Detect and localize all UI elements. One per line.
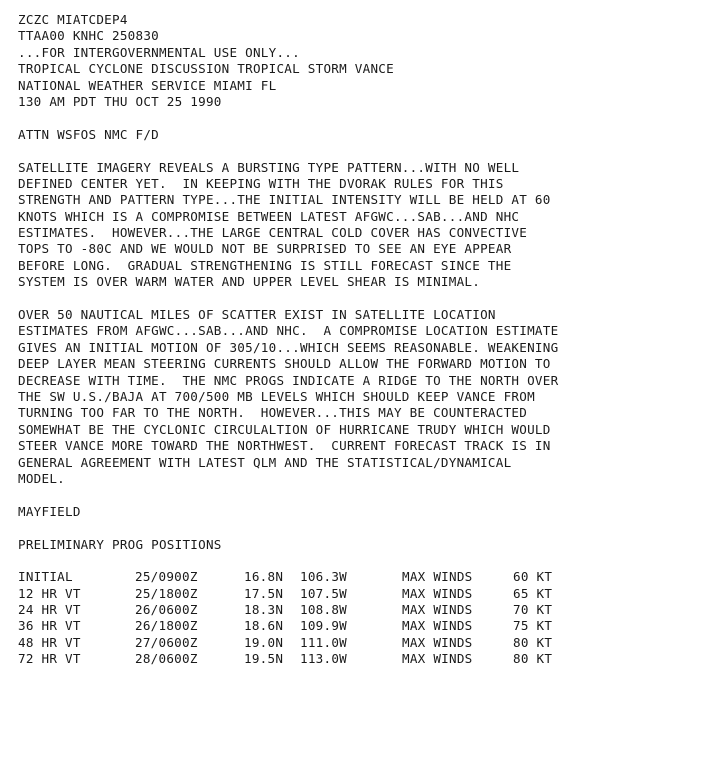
prog-longitude: 107.5W: [300, 585, 347, 601]
prog-wind-speed: 70 KT: [513, 602, 553, 618]
paragraph-line: THE SW U.S./BAJA AT 700/500 MB LEVELS WHICH SHOULD KEEP VANCE FROM: [18, 388, 535, 404]
prog-row: [18, 651, 718, 667]
prog-max-winds-label: MAX WINDS: [402, 602, 473, 618]
discussion-paragraph-2: [18, 307, 718, 487]
paragraph-line: GENERAL AGREEMENT WITH LATEST QLM AND THE STATISTICAL/DYNAMICAL: [18, 454, 512, 470]
prog-time: 28/0600Z: [135, 651, 198, 667]
paragraph-line: SATELLITE IMAGERY REVEALS A BURSTING TYPE PATTERN...WITH NO WELL: [18, 159, 520, 175]
header-line: ...FOR INTERGOVERNMENTAL USE ONLY...: [18, 44, 300, 60]
prog-max-winds-label: MAX WINDS: [402, 569, 473, 585]
paragraph-line: STEER VANCE MORE TOWARD THE NORTHWEST. CURRENT FORECAST TRACK IS IN: [18, 438, 551, 454]
header-line: ZCZC MIATCDEP4: [18, 12, 128, 27]
prog-positions-table: [18, 569, 718, 667]
prog-time: 25/1800Z: [135, 585, 198, 601]
prog-wind-speed: 75 KT: [513, 618, 553, 634]
prog-latitude: 17.5N: [244, 585, 284, 601]
prog-period: 12 HR VT: [18, 585, 81, 601]
paragraph-line: TOPS TO -80C AND WE WOULD NOT BE SURPRISED TO SEE AN EYE APPEAR: [18, 241, 512, 257]
prog-longitude: 106.3W: [300, 569, 347, 585]
prog-max-winds-label: MAX WINDS: [402, 651, 473, 667]
header-line: TROPICAL CYCLONE DISCUSSION TROPICAL STORM VANCE: [18, 61, 394, 77]
paragraph-line: MODEL.: [18, 470, 65, 486]
blank-line: [18, 553, 718, 569]
paragraph-line: SYSTEM IS OVER WARM WATER AND UPPER LEVEL SHEAR IS MINIMAL.: [18, 274, 481, 290]
discussion-paragraph-1: [18, 160, 718, 291]
prog-latitude: 19.5N: [244, 651, 284, 667]
prog-max-winds-label: MAX WINDS: [402, 618, 473, 634]
prog-time: 27/0600Z: [135, 634, 198, 650]
prog-row: [18, 602, 718, 618]
prog-longitude: 113.0W: [300, 651, 347, 667]
prog-row: [18, 635, 718, 651]
blank-line: [18, 487, 718, 503]
prog-longitude: 111.0W: [300, 634, 347, 650]
prog-max-winds-label: MAX WINDS: [402, 585, 473, 601]
prog-max-winds-label: MAX WINDS: [402, 634, 473, 650]
prog-time: 26/1800Z: [135, 618, 198, 634]
blank-line: [18, 291, 718, 307]
paragraph-line: DEFINED CENTER YET. IN KEEPING WITH THE DVORAK RULES FOR THIS: [18, 175, 504, 191]
paragraph-line: ESTIMATES FROM AFGWC...SAB...AND NHC. A COMPROMISE LOCATION ESTIMATE: [18, 323, 559, 339]
blank-line: [18, 520, 718, 536]
prog-latitude: 16.8N: [244, 569, 284, 585]
header-line: TTAA00 KNHC 250830: [18, 28, 159, 44]
prog-wind-speed: 80 KT: [513, 634, 553, 650]
prog-latitude: 19.0N: [244, 634, 284, 650]
attn-line: ATTN WSFOS NMC F/D: [18, 126, 159, 142]
paragraph-line: ESTIMATES. HOWEVER...THE LARGE CENTRAL COLD COVER HAS CONVECTIVE: [18, 225, 528, 241]
prog-wind-speed: 65 KT: [513, 585, 553, 601]
prog-row: [18, 586, 718, 602]
prog-longitude: 109.9W: [300, 618, 347, 634]
prog-period: 36 HR VT: [18, 618, 81, 634]
paragraph-line: GIVES AN INITIAL MOTION OF 305/10...WHICH SEEMS REASONABLE. WEAKENING: [18, 339, 559, 355]
bulletin-header: [18, 12, 718, 110]
blank-line: [18, 143, 718, 159]
prog-latitude: 18.6N: [244, 618, 284, 634]
prog-wind-speed: 80 KT: [513, 651, 553, 667]
prog-time: 25/0900Z: [135, 569, 198, 585]
document-page: [18, 12, 718, 668]
prog-period: INITIAL: [18, 569, 73, 585]
prog-time: 26/0600Z: [135, 602, 198, 618]
header-line: 130 AM PDT THU OCT 25 1990: [18, 93, 222, 109]
paragraph-line: STRENGTH AND PATTERN TYPE...THE INITIAL INTENSITY WILL BE HELD AT 60: [18, 192, 551, 208]
prog-period: 48 HR VT: [18, 634, 81, 650]
paragraph-line: SOMEWHAT BE THE CYCLONIC CIRCULALTION OF HURRICANE TRUDY WHICH WOULD: [18, 421, 551, 437]
header-line: NATIONAL WEATHER SERVICE MIAMI FL: [18, 77, 277, 93]
blank-line: [18, 110, 718, 126]
prog-period: 24 HR VT: [18, 602, 81, 618]
forecaster-signature: MAYFIELD: [18, 503, 81, 519]
prog-period: 72 HR VT: [18, 651, 81, 667]
paragraph-line: DECREASE WITH TIME. THE NMC PROGS INDICATE A RIDGE TO THE NORTH OVER: [18, 372, 559, 388]
paragraph-line: OVER 50 NAUTICAL MILES OF SCATTER EXIST IN SATELLITE LOCATION: [18, 307, 496, 323]
paragraph-line: KNOTS WHICH IS A COMPROMISE BETWEEN LATEST AFGWC...SAB...AND NHC: [18, 208, 520, 224]
paragraph-line: BEFORE LONG. GRADUAL STRENGTHENING IS STILL FORECAST SINCE THE: [18, 257, 512, 273]
prog-row: [18, 569, 718, 585]
paragraph-line: DEEP LAYER MEAN STEERING CURRENTS SHOULD ALLOW THE FORWARD MOTION TO: [18, 356, 551, 372]
prog-positions-title: PRELIMINARY PROG POSITIONS: [18, 536, 222, 552]
prog-longitude: 108.8W: [300, 602, 347, 618]
paragraph-line: TURNING TOO FAR TO THE NORTH. HOWEVER...THIS MAY BE COUNTERACTED: [18, 405, 528, 421]
prog-latitude: 18.3N: [244, 602, 284, 618]
prog-wind-speed: 60 KT: [513, 569, 553, 585]
prog-row: [18, 618, 718, 634]
